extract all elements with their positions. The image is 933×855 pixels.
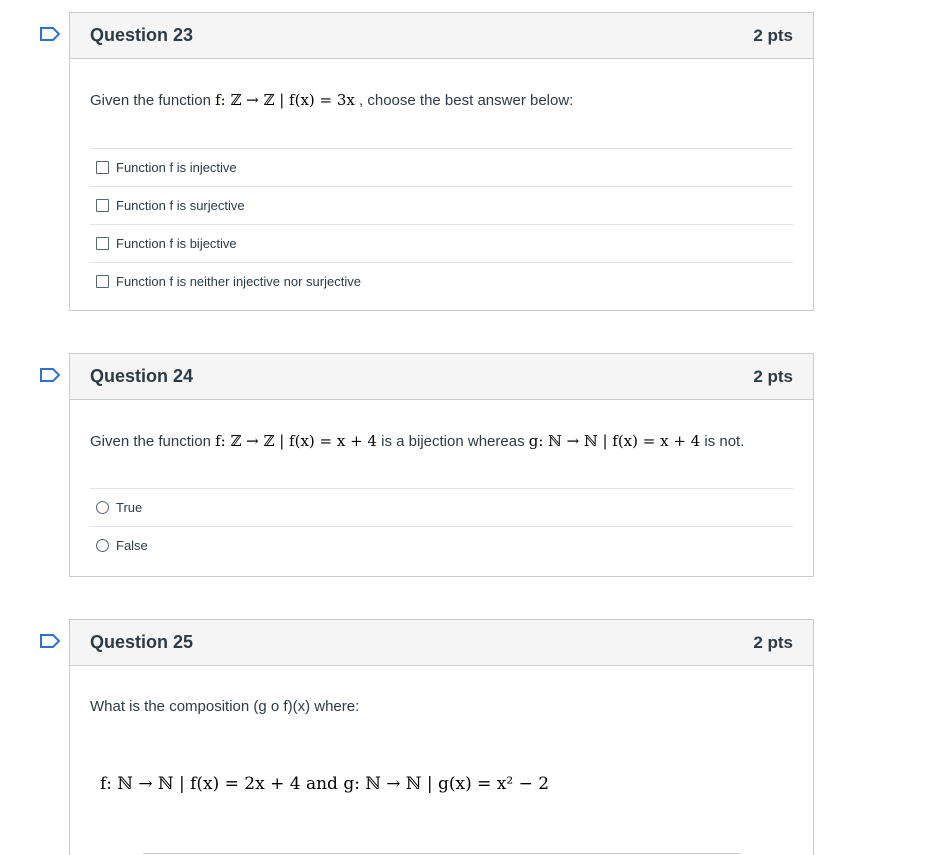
prompt-text: Given the function: [90, 433, 216, 450]
answer-option[interactable]: [90, 187, 793, 225]
answer-label: True: [116, 500, 143, 515]
answer-label: Function f is injective: [116, 160, 237, 175]
answer-area-divider: [143, 853, 740, 854]
answer-checkbox[interactable]: [96, 161, 109, 174]
answer-option[interactable]: [90, 225, 793, 263]
answer-checkbox[interactable]: [96, 237, 109, 250]
question-title: Question 25: [90, 632, 194, 652]
question-header: [70, 354, 813, 400]
answer-label: Function f is surjective: [116, 198, 245, 213]
answer-radio[interactable]: [96, 539, 109, 552]
question-body: [70, 400, 813, 564]
flag-question-icon[interactable]: [40, 368, 60, 382]
prompt-math-2: g: ℕ → ℕ | f(x) = x + 4: [528, 432, 701, 450]
answer-option[interactable]: [90, 527, 793, 564]
answer-option[interactable]: [90, 149, 793, 187]
prompt-text-mid: is a bijection whereas: [381, 433, 529, 450]
prompt-text-end: , choose the best answer below:: [354, 92, 574, 109]
answer-option[interactable]: [90, 489, 793, 527]
question-header: [70, 620, 813, 666]
answer-list: [90, 488, 793, 564]
question-prompt: [90, 400, 793, 478]
answer-checkbox[interactable]: [96, 199, 109, 212]
question-title: Question 23: [90, 25, 194, 45]
question-body: [70, 666, 813, 794]
answer-radio[interactable]: [96, 501, 109, 514]
answer-label: Function f is neither injective nor surjective: [116, 274, 361, 289]
answer-label: Function f is bijective: [116, 236, 237, 251]
flag-question-icon[interactable]: [40, 634, 60, 648]
question-points: 2 pts: [753, 366, 793, 386]
prompt-text-end: is not.: [700, 433, 745, 450]
question-points: 2 pts: [753, 632, 793, 652]
question-body: [70, 59, 813, 300]
answer-list: [90, 148, 793, 300]
question-points: 2 pts: [753, 25, 793, 45]
question-title: Question 24: [90, 366, 194, 386]
question-math: f: ℕ → ℕ | f(x) = 2x + 4 and g: ℕ → ℕ | g(x) = x² − 2: [100, 774, 550, 794]
prompt-text: Given the function: [90, 92, 216, 109]
answer-label: False: [116, 538, 148, 553]
question-prompt: [90, 59, 793, 138]
answer-checkbox[interactable]: [96, 275, 109, 288]
question-header: [70, 13, 813, 59]
question-23: [69, 12, 814, 311]
question-prompt: What is the composition (g o f)(x) where:: [90, 698, 360, 715]
question-25: [69, 619, 814, 855]
prompt-math: f: ℤ → ℤ | f(x) = 3x: [215, 91, 355, 109]
flag-question-icon[interactable]: [40, 27, 60, 41]
prompt-math: f: ℤ → ℤ | f(x) = x + 4: [215, 432, 377, 450]
answer-option[interactable]: [90, 263, 793, 300]
question-24: [69, 353, 814, 577]
